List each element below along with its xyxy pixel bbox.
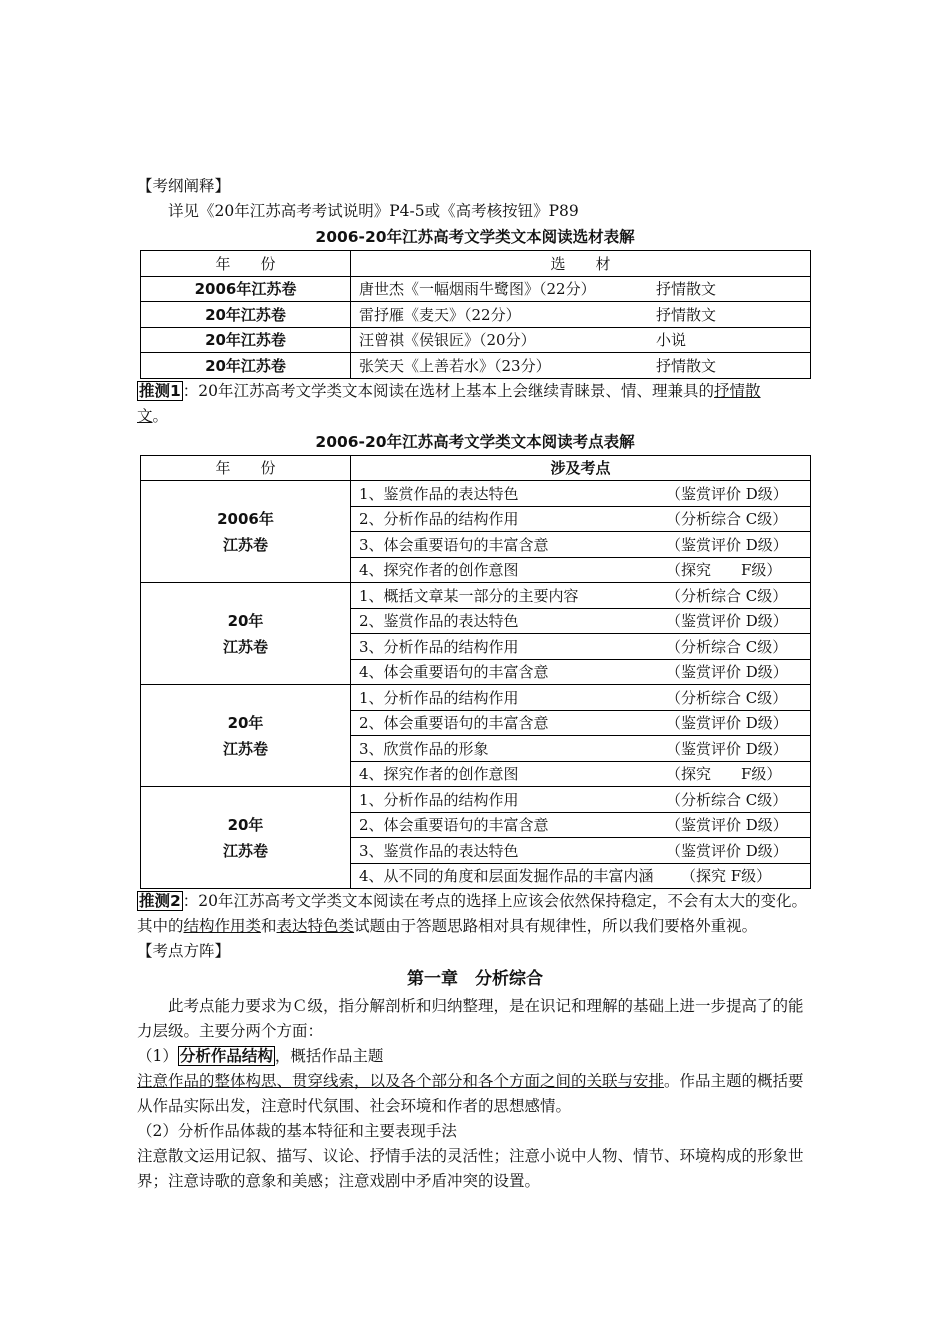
- point-cell: [351, 736, 811, 762]
- table-row: [141, 327, 811, 353]
- reference-line: 详见《20年江苏高考考试说明》P4-5或《高考核按钮》P89: [168, 202, 579, 220]
- inference-label: 推测1: [139, 381, 181, 400]
- point-cell: [351, 659, 811, 685]
- material-text: 雷抒雁《麦天》（22分）: [359, 305, 521, 324]
- point-text: 1、分析作品的结构作用: [359, 688, 519, 707]
- level-text: （鉴赏评价 D级）: [666, 535, 788, 554]
- material-table: [140, 250, 811, 379]
- table-row: [141, 685, 811, 711]
- point-text: 2、体会重要语句的丰富含意: [359, 714, 549, 733]
- inference-text: 。: [152, 406, 169, 425]
- point-number: （1）: [137, 1047, 178, 1065]
- table2-title: 2006-20年江苏高考文学类文本阅读考点表解: [315, 432, 635, 451]
- year-text: 20年: [227, 815, 264, 834]
- point-text: 3、分析作品的结构作用: [359, 637, 519, 656]
- paper-text: 江苏卷: [222, 535, 268, 554]
- point-text: 4、从不同的角度和层面发掘作品的丰富内涵: [359, 867, 654, 886]
- year-group-cell: [141, 685, 351, 787]
- year-text: 20年: [227, 713, 264, 732]
- inference-text: ：20年江苏高考文学类文本阅读在选材上基本上会继续青睐景、情、理兼具的: [182, 381, 715, 400]
- genre-text: 抒情散文: [656, 356, 717, 375]
- point-text: 3、欣赏作品的形象: [359, 739, 489, 758]
- level-text: （分析综合 C级）: [666, 790, 788, 809]
- inference-2: [137, 889, 813, 939]
- level-text: （鉴赏评价 D级）: [666, 714, 788, 733]
- material-cell: [351, 302, 811, 328]
- year-group-cell: [141, 787, 351, 889]
- point-cell: [351, 583, 811, 609]
- point-cell: [351, 608, 811, 634]
- level-text: （探究 F级）: [666, 561, 782, 580]
- intro-paragraph: 此考点能力要求为Ｃ级，指分解剖析和归纳整理，是在识记和理解的基础上进一步提高了的能力层级。主要分两个方面：: [137, 997, 804, 1040]
- header-year: 年 份: [141, 455, 351, 481]
- material-cell: [351, 327, 811, 353]
- level-text: （分析综合 C级）: [666, 510, 788, 529]
- header-material: 选 材: [351, 251, 811, 277]
- genre-text: 小说: [656, 331, 687, 350]
- point-text: 2、体会重要语句的丰富含意: [359, 816, 549, 835]
- underlined-term: 抒情散: [714, 381, 761, 400]
- level-text: （分析综合 C级）: [666, 688, 788, 707]
- underlined-term: 结构作用类: [183, 917, 262, 935]
- inference-text: ：20年江苏高考文学类文本阅读在考点的选择上应该会依然保持稳定，不会有太大的变化。其中的: [137, 892, 808, 935]
- level-text: （鉴赏评价 D级）: [666, 612, 788, 631]
- paper-text: 江苏卷: [222, 841, 268, 860]
- document-page: [137, 174, 813, 1194]
- point-text: 4、体会重要语句的丰富含意: [359, 663, 549, 682]
- chapter-title: 第一章 分析综合: [407, 969, 543, 989]
- point-cell: [351, 506, 811, 532]
- point-text: 3、体会重要语句的丰富含意: [359, 535, 549, 554]
- table-row: [141, 276, 811, 302]
- material-text: 张笑天《上善若水》（23分）: [359, 356, 551, 375]
- level-text: （鉴赏评价 D级）: [666, 484, 788, 503]
- year-cell: 20年江苏卷: [141, 353, 351, 379]
- point-cell: [351, 532, 811, 558]
- year-group-cell: [141, 481, 351, 583]
- year-group-cell: [141, 583, 351, 685]
- table-row: [141, 353, 811, 379]
- level-text: （探究 F级）: [666, 765, 782, 784]
- point-cell: [351, 685, 811, 711]
- material-cell: [351, 353, 811, 379]
- point-heading-text: ，概括作品主题: [274, 1047, 384, 1065]
- point-text: 2、鉴赏作品的表达特色: [359, 612, 519, 631]
- underlined-term: 注意作品的整体构思、贯穿线索，以及各个部分和各个方面之间的关联与安排: [137, 1072, 665, 1090]
- year-cell: 2006年江苏卷: [141, 276, 351, 302]
- year-cell: 20年江苏卷: [141, 302, 351, 328]
- boxed-term: 分析作品结构: [179, 1047, 273, 1065]
- table-header-row: [141, 251, 811, 277]
- genre-text: 抒情散文: [656, 305, 717, 324]
- point-cell: [351, 710, 811, 736]
- point-text: 1、分析作品的结构作用: [359, 790, 519, 809]
- table-row: [141, 481, 811, 507]
- point-cell: [351, 634, 811, 660]
- body-text: 。作品主题的概括要从作品实际出发，注意时代氛围、社会环境和作者的思想感情。: [137, 1072, 804, 1115]
- genre-text: 抒情散文: [656, 280, 717, 299]
- year-cell: 20年江苏卷: [141, 327, 351, 353]
- inference-label: 推测2: [139, 892, 181, 910]
- level-text: （鉴赏评价 D级）: [666, 841, 788, 860]
- point-text: 4、探究作者的创作意图: [359, 561, 519, 580]
- level-text: （鉴赏评价 D级）: [666, 739, 788, 758]
- table-header-row: [141, 455, 811, 481]
- point-text: 2、分析作品的结构作用: [359, 510, 519, 529]
- table1-title: 2006-20年江苏高考文学类文本阅读选材表解: [315, 228, 635, 246]
- inference-1: [137, 379, 813, 429]
- point2-body: 注意散文运用记叙、描写、议论、抒情手法的灵活性；注意小说中人物、情节、环境构成的形象世界；注意诗歌的意象和美感；注意戏剧中矛盾冲突的设置。: [137, 1147, 804, 1190]
- point1-body: [137, 1069, 813, 1119]
- point-cell: [351, 557, 811, 583]
- point-text: 1、鉴赏作品的表达特色: [359, 484, 519, 503]
- year-text: 20年: [227, 611, 264, 630]
- level-text: （鉴赏评价 D级）: [666, 663, 788, 682]
- point-cell: [351, 838, 811, 864]
- point-text: 3、鉴赏作品的表达特色: [359, 841, 519, 860]
- material-cell: [351, 276, 811, 302]
- material-text: 汪曾祺《侯银匠》（20分）: [359, 331, 536, 350]
- point-cell: [351, 787, 811, 813]
- level-text: （分析综合 C级）: [666, 586, 788, 605]
- level-text: （探究 F级）: [681, 867, 772, 886]
- section-header-outline: 【考纲阐释】: [137, 177, 231, 195]
- inference-text: 试题由于答题思路相对具有规律性，所以我们要格外重视。: [354, 917, 758, 935]
- year-text: 2006年: [217, 509, 274, 528]
- point-text: 4、探究作者的创作意图: [359, 765, 519, 784]
- point2-heading: （2）分析作品体裁的基本特征和主要表现手法: [137, 1122, 457, 1140]
- point-cell: [351, 761, 811, 787]
- point-cell: [351, 863, 811, 889]
- paper-text: 江苏卷: [222, 739, 268, 758]
- paper-text: 江苏卷: [222, 637, 268, 656]
- point-cell: [351, 481, 811, 507]
- table-row: [141, 302, 811, 328]
- underlined-term: 表达特色类: [276, 917, 355, 935]
- header-points: 涉及考点: [351, 455, 811, 481]
- point-cell: [351, 812, 811, 838]
- material-text: 唐世杰《一幅烟雨牛鹭图》（22分）: [359, 280, 596, 299]
- header-year: 年 份: [141, 251, 351, 277]
- level-text: （鉴赏评价 D级）: [666, 816, 788, 835]
- table-row: [141, 787, 811, 813]
- inference-text: 和: [261, 917, 277, 935]
- section-header-matrix: 【考点方阵】: [137, 942, 231, 960]
- exam-point-table: [140, 455, 811, 890]
- point-text: 1、概括文章某一部分的主要内容: [359, 586, 579, 605]
- underlined-term: 文: [137, 406, 153, 425]
- level-text: （分析综合 C级）: [666, 637, 788, 656]
- table-row: [141, 583, 811, 609]
- point1-heading: [137, 1044, 813, 1069]
